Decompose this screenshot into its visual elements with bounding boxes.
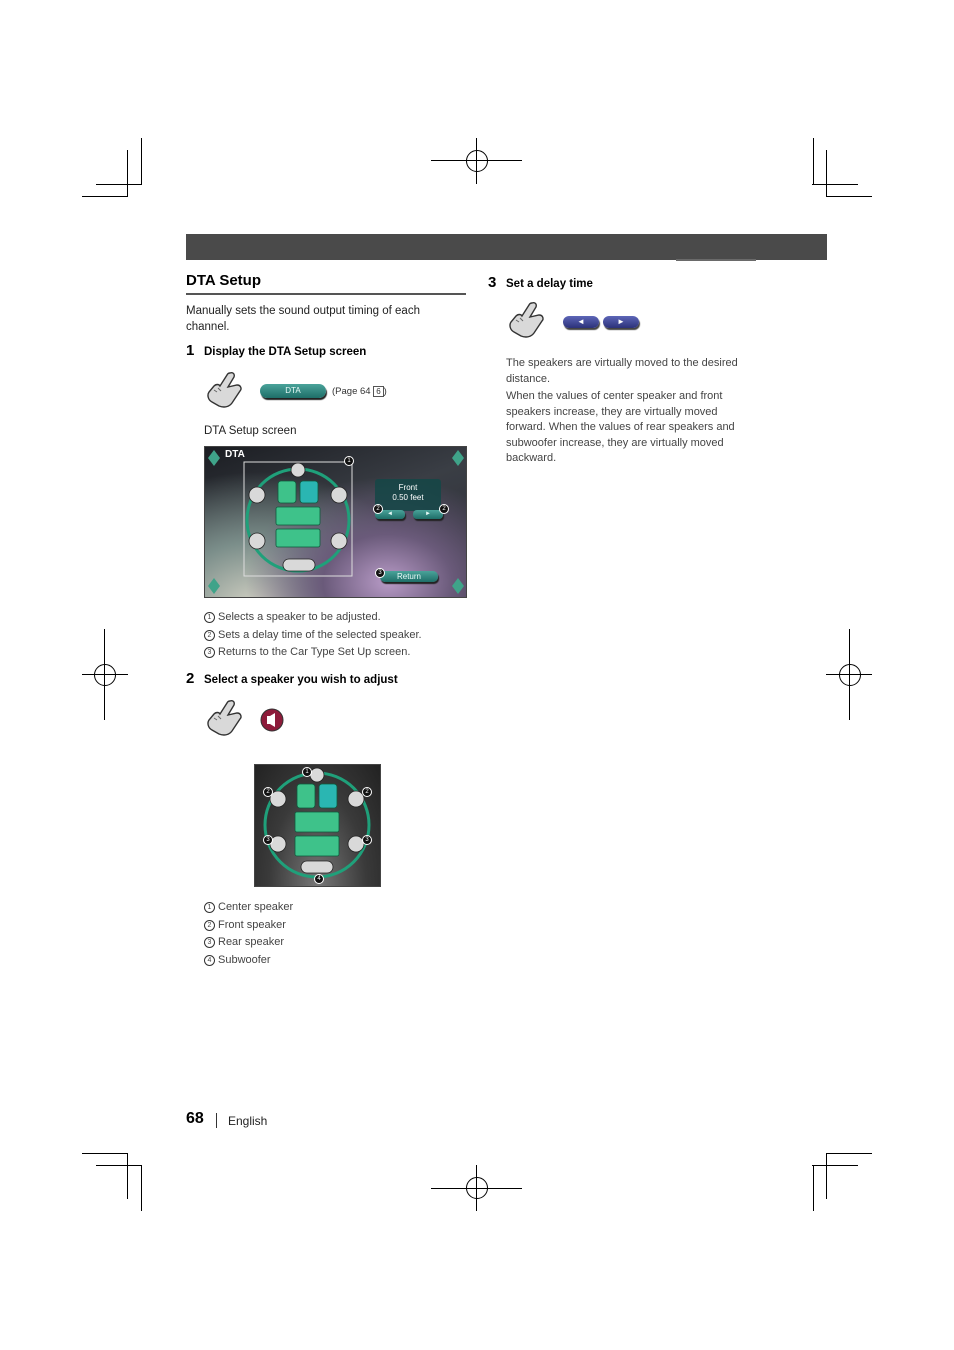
callout-list [204,610,422,663]
scroll-up-icon[interactable] [207,449,221,467]
callout-2-left: 2 [373,504,383,514]
speaker-legend [204,900,293,970]
speaker-select-icon[interactable] [259,707,285,733]
callout-text: Selects a speaker to be adjusted. [218,611,381,623]
callout-num: 1 [204,612,215,623]
step2-label: Select a speaker you wish to adjust [204,674,398,686]
step3-label: Set a delay time [506,278,593,290]
header-bar [186,234,827,260]
front-label: Front [398,483,418,492]
dta-setup-screen [204,446,467,598]
legend-text: Subwoofer [218,953,271,966]
page-reference [332,386,387,397]
callout-3: 3 [375,568,385,578]
scroll-up-icon[interactable] [451,449,465,467]
page-number: 68 [186,1110,204,1127]
step3-para2: When the values of center speaker and front speakers increase, they are virtually moved forward. When the values of rear speakers and subwoofer increase, they are virtually moved backward. [506,390,735,464]
callout-rear-left: 3 [263,835,273,845]
step3-number: 3 [488,274,497,291]
callout-center: 1 [302,767,312,777]
speaker-layout-diagram [243,461,353,577]
step2-number: 2 [186,670,195,687]
legend-text: Center speaker [218,901,294,913]
callout-subwoofer: 4 [314,874,324,884]
legend-num: 2 [204,920,215,931]
legend-text: Front speaker [218,918,286,931]
step1-label: Display the DTA Setup screen [204,346,367,358]
page-ref-text: (Page 64 [332,386,374,397]
callout-2-right: 2 [439,504,449,514]
footer-language: English [228,1114,268,1128]
page-ref-close: ) [383,386,387,397]
delay-increase-button[interactable]: ► [603,316,639,328]
hand-touch-icon [506,300,546,340]
callout-front-left: 2 [263,787,273,797]
callout-num: 2 [204,630,215,641]
step1-number: 1 [186,342,195,359]
section-rule [186,293,466,295]
legend-text: Rear speaker [218,936,285,948]
legend-num: 1 [204,902,215,913]
callout-num: 3 [204,647,215,658]
front-delay-display [375,479,441,511]
callout-1: 1 [344,456,354,466]
delay-decrease-button[interactable]: ◄ [563,316,599,328]
header-accent [676,259,756,261]
footer-divider [216,1113,217,1128]
hand-touch-icon [204,698,244,738]
callout-text: Returns to the Car Type Set Up screen. [218,646,411,658]
return-button[interactable]: Return [380,571,438,582]
speaker-layout-screen [254,764,381,887]
callout-text: Sets a delay time of the selected speaker. [218,628,422,641]
callout-front-right: 2 [362,787,372,797]
scroll-down-icon[interactable] [451,577,465,595]
screen-caption: DTA Setup screen [204,425,297,437]
legend-num: 3 [204,937,215,948]
delay-decrease-button[interactable]: ◄ [375,510,405,519]
section-intro: Manually sets the sound output timing of each channel. [186,305,420,333]
callout-rear-right: 3 [362,835,372,845]
hand-touch-icon [204,370,244,410]
step3-para1: The speakers are virtually moved to the desired distance. [506,357,738,385]
dta-button[interactable]: DTA [260,384,326,398]
page-ref-num: 6 [373,386,383,397]
speaker-layout-diagram [257,767,378,884]
section-title: DTA Setup [186,272,261,289]
scroll-down-icon[interactable] [207,577,221,595]
delay-increase-button[interactable]: ► [413,510,443,519]
screen-title: DTA [225,449,245,460]
legend-num: 4 [204,955,215,966]
front-delay-value: 0.50 feet [392,493,424,502]
